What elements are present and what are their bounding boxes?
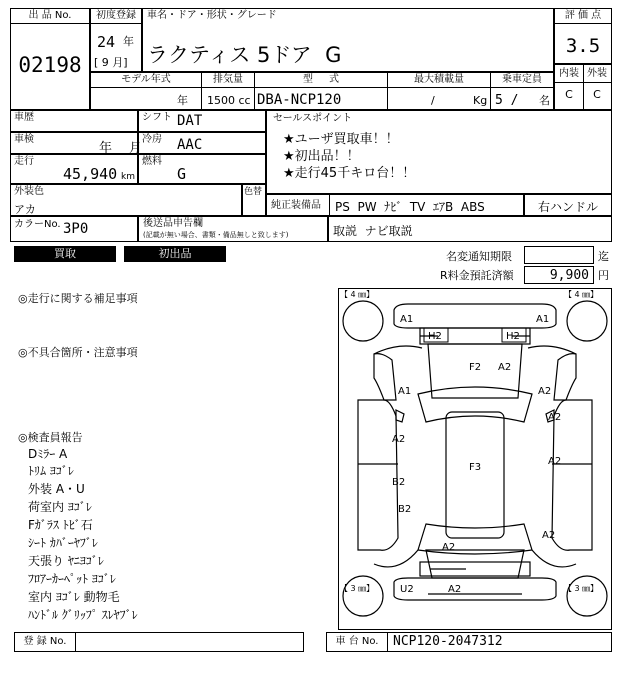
sales-point-line: ★走行45千キロ台！！ — [283, 166, 416, 181]
month-value: [ 9 月] — [94, 56, 128, 69]
recycle-box — [524, 266, 594, 284]
damage-diagram — [338, 288, 612, 630]
first-listing-badge: 初出品 — [124, 246, 226, 262]
shift-label: シフト — [142, 112, 172, 123]
sales-point-title: セールスポイント — [273, 113, 353, 124]
sales-point-line: ★初出品！！ — [283, 149, 360, 164]
rating-value: 3.5 — [565, 35, 601, 57]
mark-a2-rear-bumper: A2 — [448, 584, 462, 595]
shift-value: DAT — [177, 113, 203, 129]
tire-depth-rear-left: 【 3 ㎜】 — [340, 584, 375, 593]
mark-a2-tailgate: A2 — [442, 542, 456, 553]
inspector-line: 外装 A・U — [28, 482, 85, 496]
inspector-line: ﾊﾝﾄﾞﾙ ｸﾞﾘｯﾌﾟ ｽﾚﾔﾌﾞﾚ — [28, 608, 138, 622]
mark-a1-front-bumper-left: A1 — [400, 314, 414, 325]
tire-depth-front-right: 【 4 ㎜】 — [564, 290, 599, 299]
model-year-unit: 年 — [177, 94, 188, 107]
rear-bumper — [394, 578, 556, 600]
defects-title: ◎不具合箇所・注意事項 — [18, 346, 138, 359]
inspection-label: 車検 — [14, 134, 34, 145]
chassis-value: NCP120-2047312 — [393, 634, 503, 649]
inspector-line: Fｶﾞﾗｽ ﾄﾋﾞ石 — [28, 518, 93, 532]
model-name-label: 車名・ドア・形状・グレード — [147, 10, 277, 21]
car-diagram-svg — [338, 288, 612, 630]
mark-f3: F3 — [469, 462, 482, 473]
condition-box — [554, 64, 612, 110]
inspector-title: ◎検査員報告 — [18, 431, 83, 444]
windshield — [418, 387, 532, 422]
first-reg-box — [90, 8, 142, 72]
inspector-line: 室内 ﾖｺﾞﾚ 動物毛 — [28, 590, 120, 604]
color-no-value: 3P0 — [63, 221, 89, 237]
inspector-line: ﾌﾛｱｰｶｰﾍﾟｯﾄ ﾖｺﾞﾚ — [28, 572, 116, 586]
mileage-label: 走行 — [14, 156, 34, 167]
recycle-label: R料金預託済額 — [440, 269, 514, 282]
left-front-fender — [374, 354, 396, 400]
history-label: 車歴 — [14, 112, 34, 123]
front-left-tire — [343, 301, 383, 341]
rear-left-tire — [343, 576, 383, 616]
reg-no-box — [14, 632, 304, 652]
mark-a2-right-fender: A2 — [538, 386, 552, 397]
fuel-label: 燃料 — [142, 156, 162, 167]
exterior-color-value: アカ — [14, 203, 36, 216]
rating-box — [554, 8, 612, 64]
mark-a2-quarter-right: A2 — [542, 530, 556, 541]
color-no-cell — [10, 216, 138, 242]
chassis-label: 車 台 No. — [335, 636, 379, 647]
mark-b2-quarter-left: B2 — [398, 504, 412, 515]
capacity-value: 5 / — [495, 93, 519, 108]
left-mirror — [396, 410, 404, 422]
year-unit: 年 — [123, 35, 134, 48]
capacity-label: 乗車定員 — [502, 74, 542, 85]
equipment-value: PS PW ﾅﾋﾞ TV ｴｱB ABS — [335, 200, 485, 214]
fuel-value: G — [177, 165, 187, 183]
color-change-label: 色替 — [244, 187, 263, 197]
exterior-color-label: 外装色 — [14, 186, 44, 197]
manual-box — [328, 216, 612, 242]
tire-depth-rear-right: 【 3 ㎜】 — [564, 584, 599, 593]
exterior-color-cell — [10, 184, 242, 216]
equipment-label: 純正装備品 — [271, 200, 321, 211]
interior-label: 内装 — [559, 68, 579, 79]
notice-label: 名変通知期限 — [446, 250, 512, 263]
mark-h2-right: H2 — [506, 331, 520, 342]
inspector-line: Dﾐﾗｰ A — [28, 447, 68, 461]
mark-h2-left: H2 — [428, 331, 442, 342]
mark-f2: F2 — [469, 362, 482, 373]
inspector-line: ﾄﾘﾑ ﾖｺﾞﾚ — [28, 464, 74, 478]
shift-cell — [138, 110, 266, 132]
mark-a2-hood: A2 — [498, 362, 512, 373]
inspector-line: 天張り ﾔﾆﾖｺﾞﾚ — [28, 554, 104, 568]
buyout-badge: 買取 — [14, 246, 116, 262]
displacement-label: 排気量 — [213, 74, 243, 85]
right-front-fender — [554, 354, 576, 400]
sales-point-line: ★ユーザ買取車！！ — [283, 132, 399, 147]
fuel-cell — [138, 154, 266, 184]
model-year-label: モデル年式 — [121, 74, 171, 85]
chassis-box — [326, 632, 612, 652]
mark-u2-rear-bumper: U2 — [400, 584, 414, 595]
max-load-unit: Kg — [473, 94, 488, 107]
color-change-cell — [242, 184, 266, 216]
mileage-value: 45,940 — [63, 165, 118, 183]
front-bumper — [394, 304, 556, 328]
notice-box — [524, 246, 594, 264]
mark-a2-rear-door-right: A2 — [548, 456, 562, 467]
exterior-label: 外装 — [587, 68, 607, 79]
mileage-cell — [10, 154, 138, 184]
model-name: ラクティス 5ドア G — [147, 43, 342, 67]
docs-note: (記載が無い場合、書類・備品無しと致します) — [143, 231, 289, 239]
year-value: 24 — [97, 33, 116, 51]
capacity-unit: 名 — [539, 94, 550, 107]
max-load-label: 最大積載量 — [414, 74, 464, 85]
mark-a1-left-fender: A1 — [398, 386, 412, 397]
inspector-line: 荷室内 ﾖｺﾞﾚ — [28, 500, 92, 514]
lot-number: 02198 — [18, 53, 82, 77]
inspection-year: 年 — [99, 141, 113, 156]
notice-unit: 迄 — [598, 250, 609, 263]
tire-depth-front-left: 【 4 ㎜】 — [340, 290, 375, 299]
max-load-value: / — [431, 94, 435, 107]
steering-box — [524, 194, 612, 216]
type-value: DBA-NCP120 — [257, 92, 342, 108]
rear-right-tire — [567, 576, 607, 616]
docs-label: 後送品申告欄 — [143, 218, 203, 229]
left-side-body — [358, 400, 398, 550]
recycle-unit: 円 — [598, 269, 609, 282]
type-label: 型 式 — [303, 74, 339, 85]
inspector-line: ｼｰﾄ ｶﾊﾞｰﾔﾌﾞﾚ — [28, 536, 98, 550]
interior-value: C — [565, 88, 573, 101]
steering-value: 右ハンドル — [537, 200, 598, 214]
mark-a2-front-door-right: A2 — [548, 412, 562, 423]
lot-box — [10, 8, 90, 110]
inspection-cell — [10, 132, 143, 156]
recycle-value: 9,900 — [549, 268, 589, 283]
running-notes-title: ◎走行に関する補足事項 — [18, 292, 138, 305]
lot-label: 出 品 No. — [11, 10, 89, 24]
mark-a2-front-door-left: A2 — [392, 434, 406, 445]
model-name-box — [142, 8, 554, 72]
mark-b2-rear-door-left: B2 — [392, 477, 406, 488]
rating-label: 評 価 点 — [555, 10, 611, 24]
color-no-label: カラーNo. — [14, 219, 61, 230]
ac-cell — [138, 132, 266, 154]
equipment-box — [266, 194, 524, 216]
mileage-unit: km — [121, 172, 135, 182]
sales-point-box — [266, 110, 612, 194]
history-cell — [10, 110, 138, 132]
exterior-value: C — [593, 88, 601, 101]
roof — [446, 412, 504, 538]
ac-label: 冷房 — [142, 134, 162, 145]
reg-no-label: 登 録 No. — [23, 636, 67, 647]
docs-cell — [138, 216, 328, 242]
first-reg-label: 初度登録 — [91, 10, 141, 24]
mark-a1-front-bumper-right: A1 — [536, 314, 550, 325]
front-right-tire — [567, 301, 607, 341]
ac-value: AAC — [177, 137, 203, 153]
manual-value: 取説 ナビ取説 — [333, 224, 413, 238]
inspection-month: 月 — [129, 141, 143, 156]
spec-row — [90, 72, 554, 110]
displacement-value: 1500 cc — [207, 94, 251, 107]
